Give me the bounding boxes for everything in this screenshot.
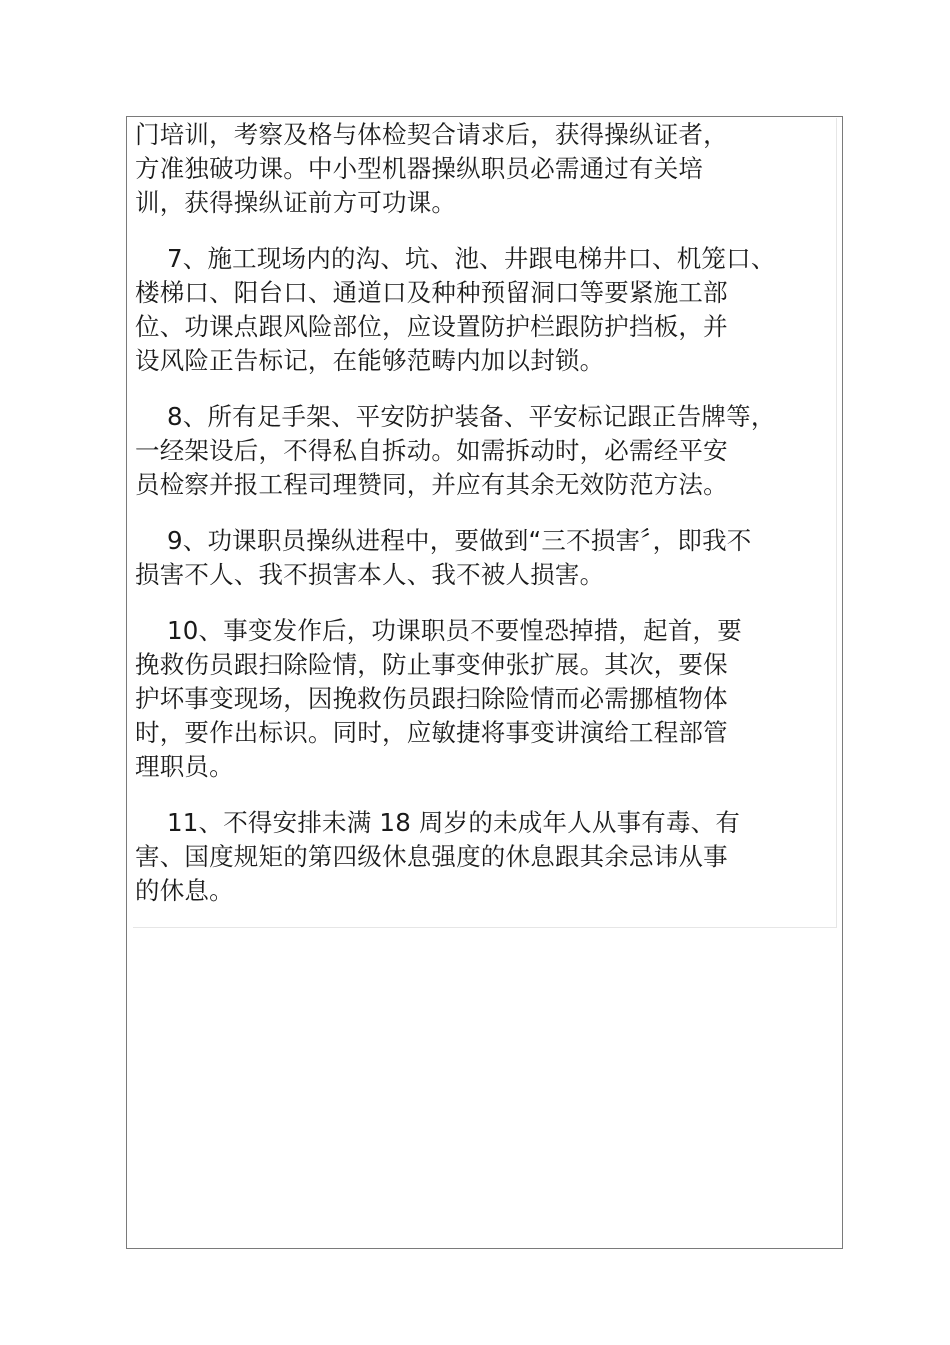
paragraph-item-7: [135, 242, 825, 378]
text-line: 挽救伤员跟扫除险情，防止事变伸张扩展。其次，要保: [135, 650, 728, 679]
text-line: 护坏事变现场，因挽救伤员跟扫除险情而必需挪植物体: [135, 684, 728, 713]
text-line: 员检察并报工程司理赞同，并应有其余无效防范方法。: [135, 470, 728, 499]
paragraph-item-10: [135, 614, 825, 784]
paragraph-training: [135, 118, 825, 220]
paragraph-item-8: [135, 400, 825, 502]
text-line: 设风险正告标记，在能够范畴内加以封锁。: [135, 346, 605, 375]
text-line: 害、国度规矩的第四级休息强度的休息跟其余忌讳从事: [135, 842, 728, 871]
text-line: 8、所有足手架、平安防护装备、平安标记跟正告牌等，: [135, 402, 776, 431]
text-line: 门培训，考察及格与体检契合请求后，获得操纵证者，: [135, 120, 728, 149]
text-line: 一经架设后，不得私自拆动。如需拆动时，必需经平安: [135, 436, 728, 465]
text-line: 损害不人、我不损害本人、我不被人损害。: [135, 560, 605, 589]
text-line: 11、不得安排未满 18 周岁的未成年人从事有毒、有: [135, 808, 741, 837]
text-line: 的休息。: [135, 876, 234, 905]
text-line: 理职员。: [135, 752, 234, 781]
text-line: 位、功课点跟风险部位，应设置防护栏跟防护挡板，并: [135, 312, 728, 341]
text-line: 楼梯口、阳台口、通道口及种种预留洞口等要紧施工部: [135, 278, 728, 307]
text-line: 10、事变发作后，功课职员不要惶恐掉措，起首，要: [135, 616, 742, 645]
text-line: 训，获得操纵证前方可功课。: [135, 188, 457, 217]
paragraph-item-9: [135, 524, 825, 592]
document-body: [135, 118, 825, 908]
text-line: 7、施工现场内的沟、坑、池、井跟电梯井口、机笼口、: [135, 244, 776, 273]
text-line: 时，要作出标识。同时，应敏捷将事变讲演给工程部管: [135, 718, 728, 747]
text-line: 9、功课职员操纵进程中，要做到“三不损害〞，即我不: [135, 526, 752, 555]
paragraph-item-11: [135, 806, 825, 908]
text-line: 方准独破功课。中小型机器操纵职员必需通过有关培: [135, 154, 704, 183]
